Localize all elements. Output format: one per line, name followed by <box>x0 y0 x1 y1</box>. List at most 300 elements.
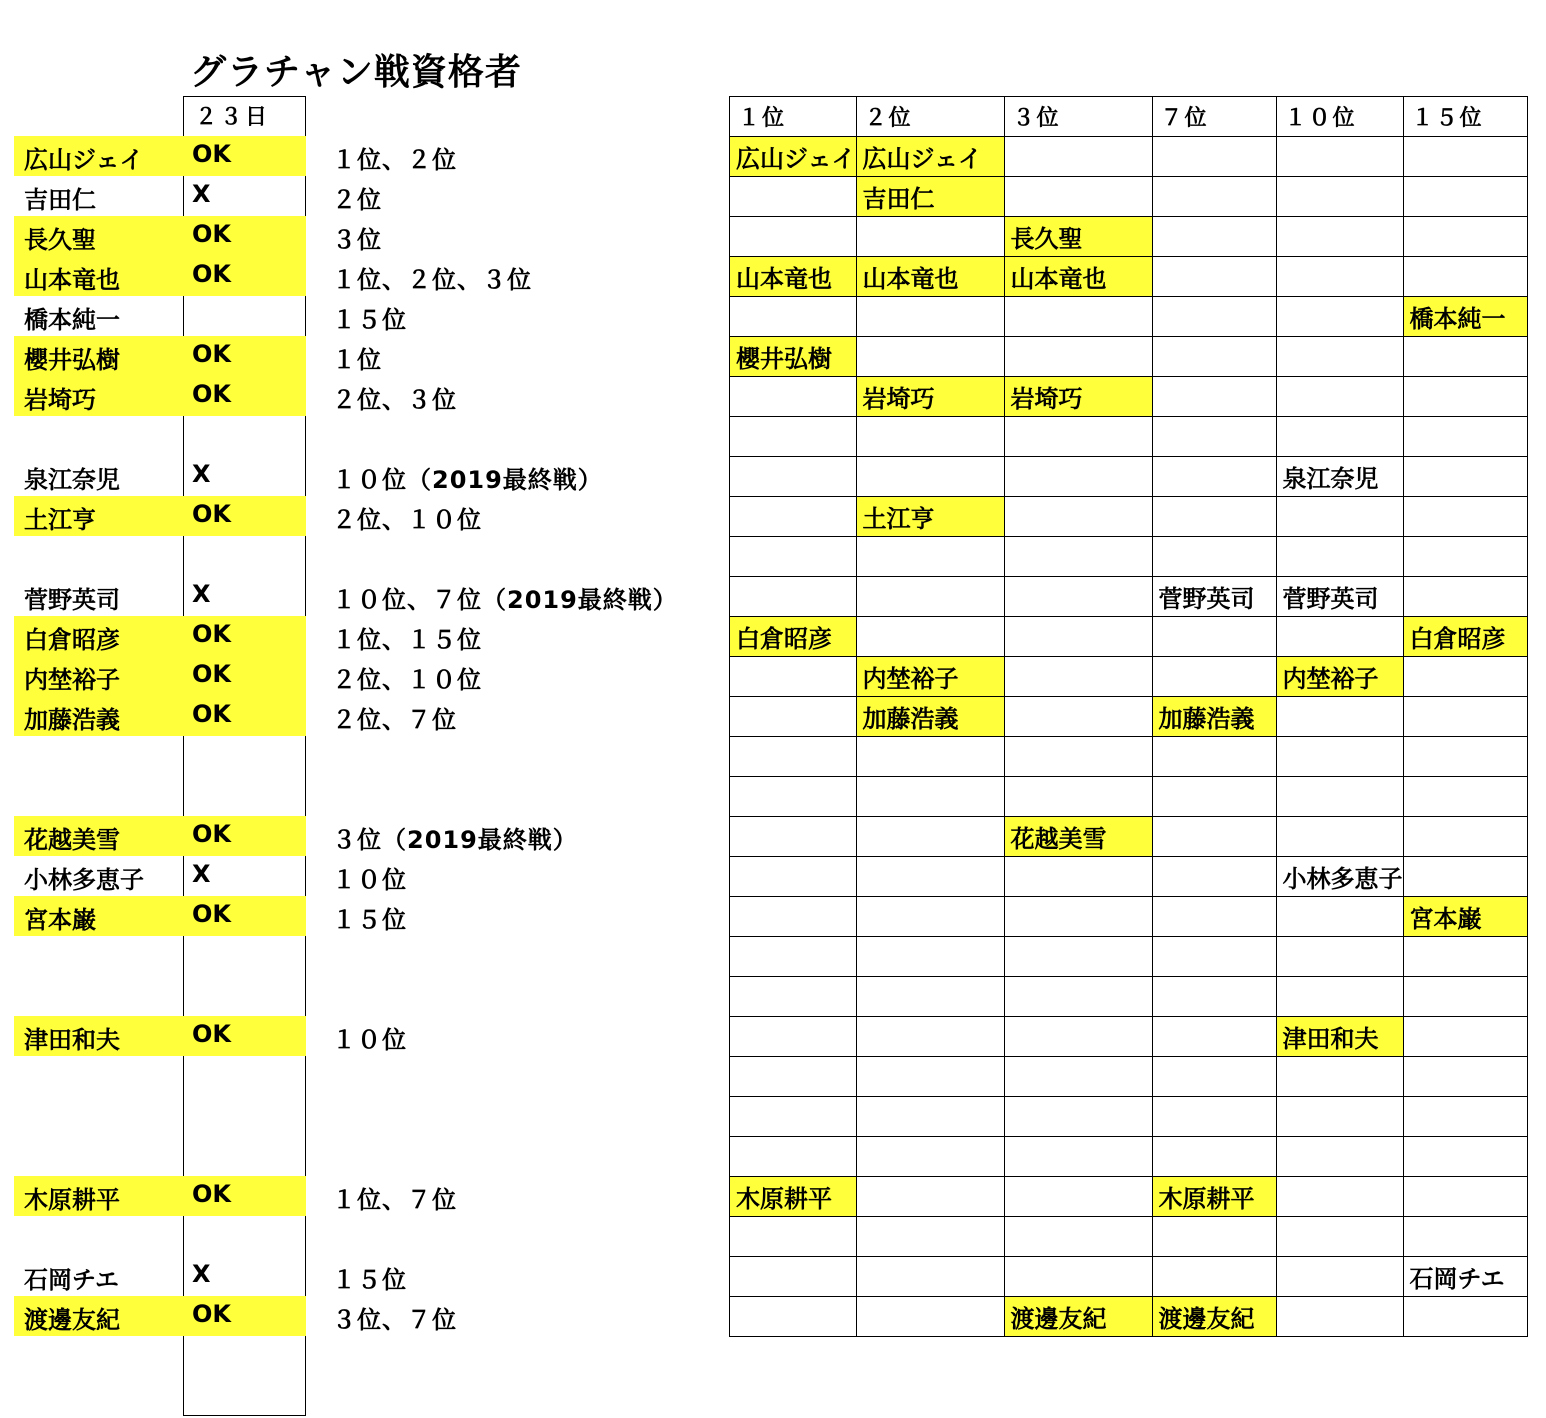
qualifier-name: 泉江奈児 <box>24 466 120 494</box>
grid-cell <box>1152 137 1276 177</box>
grid-cell <box>1004 1297 1152 1337</box>
grid-cell <box>1152 777 1276 817</box>
grid-cell <box>730 697 857 737</box>
grid-row <box>730 537 1528 577</box>
grid-cell <box>1403 297 1527 337</box>
qualifier-name: 橋本純一 <box>24 306 120 334</box>
grid-cell <box>1403 377 1527 417</box>
grid-cell-text: 白倉昭彦 <box>1409 625 1506 653</box>
grid-cell <box>1004 857 1152 897</box>
grid-header-cell: １５位 <box>1403 97 1527 137</box>
grid-cell <box>1004 1257 1152 1297</box>
grid-row <box>730 1017 1528 1057</box>
grid-cell <box>1152 857 1276 897</box>
grid-cell <box>1152 937 1276 977</box>
grid-cell <box>730 537 857 577</box>
qualifier-row <box>14 456 603 496</box>
qualifier-row <box>14 656 482 696</box>
grid-cell <box>1276 1177 1403 1217</box>
grid-cell <box>1403 857 1527 897</box>
grid-cell <box>730 857 857 897</box>
grid-cell <box>1276 1017 1403 1057</box>
grid-cell <box>856 1297 1004 1337</box>
grid-cell <box>730 1097 857 1137</box>
grid-cell <box>1403 1137 1527 1177</box>
grid-cell-text: 菅野英司 <box>1158 585 1255 613</box>
qualifier-status: OK <box>192 700 231 728</box>
grid-cell <box>856 857 1004 897</box>
grid-cell <box>730 1177 857 1217</box>
grid-row <box>730 937 1528 977</box>
grid-cell <box>1403 257 1527 297</box>
grid-cell <box>1276 697 1403 737</box>
grid-cell <box>1004 1137 1152 1177</box>
grid-row <box>730 1297 1528 1337</box>
grid-cell <box>730 377 857 417</box>
grid-cell <box>1403 137 1527 177</box>
qualifier-status: OK <box>192 820 231 848</box>
grid-cell <box>856 337 1004 377</box>
grid-cell <box>1276 1057 1403 1097</box>
grid-cell <box>1004 1017 1152 1057</box>
grid-cell <box>856 1057 1004 1097</box>
grid-cell <box>730 1057 857 1097</box>
qualifier-ranks: ２位、３位 <box>332 386 457 414</box>
grid-cell <box>730 297 857 337</box>
qualifier-status: X <box>192 180 211 208</box>
grid-cell <box>856 617 1004 657</box>
grid-cell <box>1004 177 1152 217</box>
qualifier-ranks: １５位 <box>332 306 407 334</box>
qualifier-ranks: ３位（2019最終戦） <box>332 826 578 854</box>
qualifier-name: 広山ジェイ <box>24 146 144 174</box>
grid-cell-text: 岩埼巧 <box>862 385 935 413</box>
grid-cell <box>1152 497 1276 537</box>
grid-cell-text: 宮本巌 <box>1409 905 1482 933</box>
page-title: グラチャン戦資格者 <box>190 52 522 93</box>
grid-cell <box>1152 817 1276 857</box>
qualifier-ranks: １位、１５位 <box>332 626 482 654</box>
qualifier-name: 木原耕平 <box>24 1186 120 1214</box>
grid-cell <box>1152 1097 1276 1137</box>
qualifier-status: OK <box>192 140 231 168</box>
grid-cell <box>856 137 1004 177</box>
grid-row <box>730 177 1528 217</box>
grid-cell-text: 長久聖 <box>1010 225 1083 253</box>
day-column-header: ２３日 <box>195 105 271 130</box>
qualifier-row <box>14 256 532 296</box>
grid-cell <box>1403 697 1527 737</box>
grid-cell <box>1403 617 1527 657</box>
grid-cell <box>856 1137 1004 1177</box>
grid-cell <box>856 297 1004 337</box>
qualifier-ranks: ３位 <box>332 226 382 254</box>
qualifier-ranks: １位 <box>332 346 382 374</box>
grid-cell <box>1276 857 1403 897</box>
grid-cell <box>730 1017 857 1057</box>
grid-cell <box>1152 1137 1276 1177</box>
qualifier-ranks: １０位（2019最終戦） <box>332 466 603 494</box>
grid-cell <box>1004 137 1152 177</box>
grid-cell <box>1004 1177 1152 1217</box>
qualifier-row <box>14 136 457 176</box>
grid-cell-text: 津田和夫 <box>1282 1025 1379 1053</box>
grid-cell <box>1276 457 1403 497</box>
qualifier-row <box>14 216 382 256</box>
grid-cell-text: 花越美雪 <box>1010 825 1107 853</box>
grid-cell <box>1152 1177 1276 1217</box>
grid-cell <box>1152 457 1276 497</box>
grid-cell <box>1403 1177 1527 1217</box>
grid-cell <box>1403 497 1527 537</box>
grid-cell <box>730 457 857 497</box>
qualifier-name: 山本竜也 <box>24 266 120 294</box>
grid-cell <box>1403 977 1527 1017</box>
grid-cell-text: 加藤浩義 <box>1158 705 1255 733</box>
grid-cell <box>1403 777 1527 817</box>
grid-cell <box>730 577 857 617</box>
grid-cell <box>1004 297 1152 337</box>
qualifier-ranks: １５位 <box>332 1266 407 1294</box>
grid-cell <box>1403 417 1527 457</box>
grid-cell <box>1276 177 1403 217</box>
grid-cell <box>1152 657 1276 697</box>
grid-cell <box>1004 537 1152 577</box>
qualifier-status: X <box>192 460 211 488</box>
grid-cell-text: 内埜裕子 <box>1282 665 1379 693</box>
qualifier-name: 土江亨 <box>24 506 96 534</box>
grid-row <box>730 1257 1528 1297</box>
grid-row <box>730 577 1528 617</box>
grid-cell <box>1152 1257 1276 1297</box>
grid-cell <box>1004 817 1152 857</box>
qualifier-row <box>14 856 407 896</box>
grid-row <box>730 137 1528 177</box>
grid-row <box>730 1097 1528 1137</box>
grid-cell <box>1403 657 1527 697</box>
grid-row <box>730 457 1528 497</box>
qualifier-row <box>14 576 678 616</box>
grid-cell <box>1276 537 1403 577</box>
grid-cell <box>730 137 857 177</box>
qualifier-status: X <box>192 580 211 608</box>
qualifier-row <box>14 696 457 736</box>
grid-cell <box>730 817 857 857</box>
grid-cell-text: 広山ジェイ <box>736 145 856 173</box>
grid-cell <box>1152 217 1276 257</box>
qualifier-name: 長久聖 <box>24 226 96 254</box>
qualifier-ranks: ２位、１０位 <box>332 506 482 534</box>
grid-cell <box>1004 497 1152 537</box>
grid-cell <box>856 257 1004 297</box>
qualifier-row <box>14 1176 457 1216</box>
grid-header-cell: １０位 <box>1276 97 1403 137</box>
grid-row <box>730 897 1528 937</box>
grid-cell <box>1152 617 1276 657</box>
grid-cell <box>1276 1297 1403 1337</box>
grid-cell <box>1004 377 1152 417</box>
qualifier-row <box>14 176 382 216</box>
qualifier-name: 加藤浩義 <box>24 706 120 734</box>
grid-cell <box>1152 897 1276 937</box>
qualifier-status: OK <box>192 1300 231 1328</box>
grid-cell <box>730 417 857 457</box>
grid-row <box>730 497 1528 537</box>
grid-cell-text: 山本竜也 <box>736 265 832 293</box>
grid-cell <box>1152 177 1276 217</box>
grid-cell <box>1403 337 1527 377</box>
grid-cell <box>1152 977 1276 1017</box>
qualifier-name: 花越美雪 <box>24 826 120 854</box>
qualifier-status: X <box>192 860 211 888</box>
qualifier-row <box>14 496 482 536</box>
grid-cell <box>856 1177 1004 1217</box>
grid-cell <box>856 937 1004 977</box>
grid-cell <box>1004 1097 1152 1137</box>
grid-cell <box>1004 1217 1152 1257</box>
grid-row <box>730 337 1528 377</box>
grid-cell <box>1403 537 1527 577</box>
grid-cell <box>856 537 1004 577</box>
qualifier-status: OK <box>192 340 231 368</box>
qualifier-status: OK <box>192 620 231 648</box>
qualifier-ranks: ２位 <box>332 186 382 214</box>
grid-cell <box>1403 937 1527 977</box>
grid-cell <box>730 1297 857 1337</box>
grid-cell <box>856 417 1004 457</box>
grid-cell <box>1276 497 1403 537</box>
qualifier-name: 内埜裕子 <box>24 666 120 694</box>
qualifier-name: 石岡チエ <box>24 1266 120 1294</box>
grid-cell <box>1276 337 1403 377</box>
grid-cell <box>856 497 1004 537</box>
grid-cell <box>856 737 1004 777</box>
grid-cell <box>730 657 857 697</box>
grid-header-cell: ２位 <box>856 97 1004 137</box>
grid-cell <box>1276 217 1403 257</box>
grid-cell <box>1276 657 1403 697</box>
grid-row <box>730 217 1528 257</box>
grid-cell-text: 白倉昭彦 <box>736 625 832 653</box>
grid-cell <box>730 1257 857 1297</box>
grid-cell <box>1152 697 1276 737</box>
grid-cell <box>1403 1257 1527 1297</box>
grid-cell-text: 泉江奈児 <box>1282 465 1379 493</box>
grid-cell <box>1004 457 1152 497</box>
grid-header-cell: １位 <box>730 97 857 137</box>
qualifier-name: 渡邊友紀 <box>24 1306 120 1334</box>
grid-cell <box>730 177 857 217</box>
grid-cell <box>1004 937 1152 977</box>
grid-row <box>730 1057 1528 1097</box>
grid-cell <box>1403 177 1527 217</box>
grid-cell <box>1403 897 1527 937</box>
grid-cell <box>856 977 1004 1017</box>
grid-cell <box>730 1217 857 1257</box>
qualifier-ranks: １０位 <box>332 866 407 894</box>
qualifier-name: 櫻井弘樹 <box>24 346 120 374</box>
grid-cell-text: 広山ジェイ <box>862 145 983 173</box>
qualifier-name: 岩埼巧 <box>24 386 96 414</box>
grid-cell <box>1004 417 1152 457</box>
grid-header-cell: ３位 <box>1004 97 1152 137</box>
grid-cell <box>1403 1297 1527 1337</box>
grid-row <box>730 1137 1528 1177</box>
grid-cell <box>1403 577 1527 617</box>
grid-row <box>730 657 1528 697</box>
qualifier-row <box>14 816 578 856</box>
grid-cell <box>1403 817 1527 857</box>
grid-cell-text: 渡邊友紀 <box>1010 1305 1107 1333</box>
qualifier-name: 吉田仁 <box>24 186 96 214</box>
qualifier-ranks: ２位、７位 <box>332 706 457 734</box>
grid-cell <box>1276 137 1403 177</box>
qualifier-row <box>14 296 407 336</box>
grid-cell <box>856 177 1004 217</box>
grid-cell <box>1276 1137 1403 1177</box>
grid-cell <box>1004 657 1152 697</box>
grid-cell <box>730 897 857 937</box>
grid-cell <box>856 1217 1004 1257</box>
grid-row <box>730 697 1528 737</box>
qualifier-status: OK <box>192 500 231 528</box>
grid-cell <box>1004 897 1152 937</box>
qualifier-status: OK <box>192 900 231 928</box>
grid-cell <box>1152 257 1276 297</box>
grid-cell <box>1004 257 1152 297</box>
grid-cell <box>1403 457 1527 497</box>
grid-cell <box>856 1257 1004 1297</box>
grid-cell <box>1403 1217 1527 1257</box>
grid-cell <box>1403 1097 1527 1137</box>
qualifier-ranks: １５位 <box>332 906 407 934</box>
grid-cell <box>1152 1297 1276 1337</box>
grid-cell <box>1276 897 1403 937</box>
grid-cell <box>856 457 1004 497</box>
grid-cell-text: 橋本純一 <box>1409 305 1506 333</box>
grid-cell <box>1152 377 1276 417</box>
qualifier-ranks: １位、２位、３位 <box>332 266 532 294</box>
grid-cell <box>856 1017 1004 1057</box>
grid-cell <box>1152 577 1276 617</box>
grid-cell <box>1276 777 1403 817</box>
grid-cell <box>730 257 857 297</box>
grid-cell <box>856 897 1004 937</box>
grid-cell-text: 加藤浩義 <box>862 705 959 733</box>
grid-cell <box>730 217 857 257</box>
grid-cell <box>1152 297 1276 337</box>
grid-cell <box>1276 297 1403 337</box>
grid-cell <box>1004 577 1152 617</box>
grid-cell-text: 土江亨 <box>862 505 935 533</box>
qualifier-ranks: １位、７位 <box>332 1186 457 1214</box>
qualifier-name: 菅野英司 <box>24 586 120 614</box>
qualifier-status: OK <box>192 1180 231 1208</box>
grid-cell <box>730 497 857 537</box>
grid-row <box>730 1217 1528 1257</box>
grid-header-cell: ７位 <box>1152 97 1276 137</box>
qualifier-name: 津田和夫 <box>24 1026 120 1054</box>
grid-cell <box>1152 337 1276 377</box>
grid-cell <box>1276 1097 1403 1137</box>
grid-cell-text: 吉田仁 <box>862 185 935 213</box>
grid-cell <box>730 737 857 777</box>
grid-row <box>730 777 1528 817</box>
grid-cell-text: 石岡チエ <box>1409 1265 1505 1293</box>
grid-cell <box>1152 537 1276 577</box>
grid-cell <box>856 817 1004 857</box>
rank-grid <box>729 96 1528 1337</box>
qualifier-row <box>14 616 482 656</box>
grid-cell <box>1403 217 1527 257</box>
grid-cell <box>730 1137 857 1177</box>
grid-row <box>730 417 1528 457</box>
qualifier-row <box>14 896 407 936</box>
grid-cell <box>1276 937 1403 977</box>
grid-cell-text: 菅野英司 <box>1282 585 1379 613</box>
qualifier-status: OK <box>192 660 231 688</box>
qualifier-name: 小林多恵子 <box>24 866 144 894</box>
grid-cell <box>856 377 1004 417</box>
grid-cell <box>1004 697 1152 737</box>
grid-cell <box>1152 417 1276 457</box>
grid-row <box>730 857 1528 897</box>
qualifier-row <box>14 336 382 376</box>
grid-cell <box>1276 617 1403 657</box>
qualifier-ranks: １０位 <box>332 1026 407 1054</box>
grid-row <box>730 377 1528 417</box>
grid-cell <box>1152 1217 1276 1257</box>
grid-cell <box>1276 417 1403 457</box>
grid-cell-text: 渡邊友紀 <box>1158 1305 1255 1333</box>
grid-cell <box>730 937 857 977</box>
qualifier-status: OK <box>192 1020 231 1048</box>
grid-cell-text: 木原耕平 <box>1158 1185 1255 1213</box>
grid-cell <box>1276 1217 1403 1257</box>
grid-row <box>730 297 1528 337</box>
grid-cell-text: 小林多恵子 <box>1282 865 1403 893</box>
grid-cell <box>1276 1257 1403 1297</box>
qualifier-ranks: １０位、７位（2019最終戦） <box>332 586 678 614</box>
grid-cell <box>730 617 857 657</box>
qualifier-ranks: ２位、１０位 <box>332 666 482 694</box>
qualifier-row <box>14 376 457 416</box>
grid-cell <box>1276 737 1403 777</box>
grid-cell <box>730 977 857 1017</box>
qualifier-status: OK <box>192 260 231 288</box>
qualifier-name: 白倉昭彦 <box>24 626 120 654</box>
grid-row <box>730 737 1528 777</box>
grid-cell <box>730 337 857 377</box>
grid-row <box>730 977 1528 1017</box>
grid-cell <box>1403 1057 1527 1097</box>
grid-cell <box>1403 737 1527 777</box>
qualifier-ranks: １位、２位 <box>332 146 457 174</box>
grid-cell <box>1152 1057 1276 1097</box>
qualifier-row <box>14 1296 457 1336</box>
qualifier-name: 宮本巌 <box>24 906 96 934</box>
qualifier-row <box>14 1016 407 1056</box>
grid-cell-text: 山本竜也 <box>862 265 959 293</box>
grid-cell <box>1004 617 1152 657</box>
grid-cell <box>1276 817 1403 857</box>
grid-cell <box>730 777 857 817</box>
grid-cell <box>1276 577 1403 617</box>
grid-cell <box>1004 217 1152 257</box>
grid-row <box>730 1177 1528 1217</box>
grid-cell <box>1004 1057 1152 1097</box>
qualifier-ranks: ３位、７位 <box>332 1306 457 1334</box>
